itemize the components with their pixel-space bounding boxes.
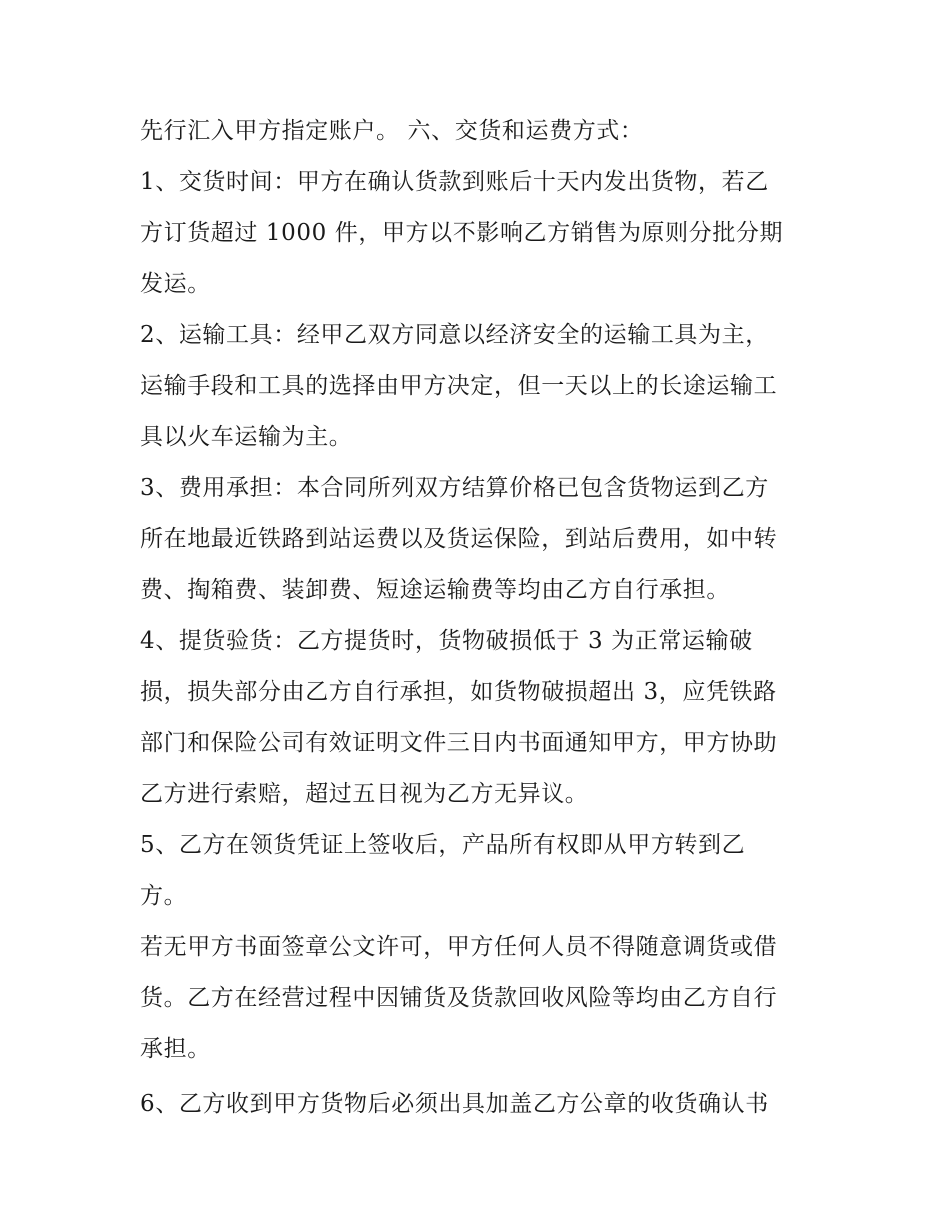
text-line-11: 4、提货验货：乙方提货时，货物破损低于 3 为正常运输破 <box>140 628 753 654</box>
text-line-15: 5、乙方在领货凭证上签收后，产品所有权即从甲方转到乙 <box>140 832 746 858</box>
text-line-14: 乙方进行索赔，超过五日视为乙方无异议。 <box>140 781 589 807</box>
text-line-12: 损，损失部分由乙方自行承担，如货物破损超出 3，应凭铁路 <box>140 679 777 705</box>
text-line-13: 部门和保险公司有效证明文件三日内书面通知甲方，甲方协助 <box>140 730 778 756</box>
text-line-9: 所在地最近铁路到站运费以及货运保险，到站后费用，如中转 <box>140 526 778 552</box>
document-body <box>140 106 820 1130</box>
text-line-7: 具以火车运输为主。 <box>140 424 353 450</box>
text-line-16: 方。 <box>140 883 188 909</box>
text-line-19: 承担。 <box>140 1036 211 1062</box>
text-line-2: 1、交货时间：甲方在确认货款到账后十天内发出货物，若乙 <box>140 169 769 195</box>
text-line-4: 发运。 <box>140 271 211 297</box>
text-line-20: 6、乙方收到甲方货物后必须出具加盖乙方公章的收货确认书 <box>140 1091 769 1117</box>
text-line-6: 运输手段和工具的选择由甲方决定，但一天以上的长途运输工 <box>140 373 778 399</box>
text-line-17: 若无甲方书面签章公文许可，甲方任何人员不得随意调货或借 <box>140 934 778 960</box>
text-line-3: 方订货超过 1000 件，甲方以不影响乙方销售为原则分批分期 <box>140 220 784 246</box>
text-line-1: 先行汇入甲方指定账户。 六、交货和运费方式： <box>140 118 644 144</box>
text-line-18: 货。乙方在经营过程中因铺货及货款回收风险等均由乙方自行 <box>140 985 778 1011</box>
text-line-5: 2、运输工具：经甲乙双方同意以经济安全的运输工具为主， <box>140 322 769 348</box>
text-line-8: 3、费用承担：本合同所列双方结算价格已包含货物运到乙方 <box>140 475 769 501</box>
text-line-10: 费、掏箱费、装卸费、短途运输费等均由乙方自行承担。 <box>140 577 730 603</box>
